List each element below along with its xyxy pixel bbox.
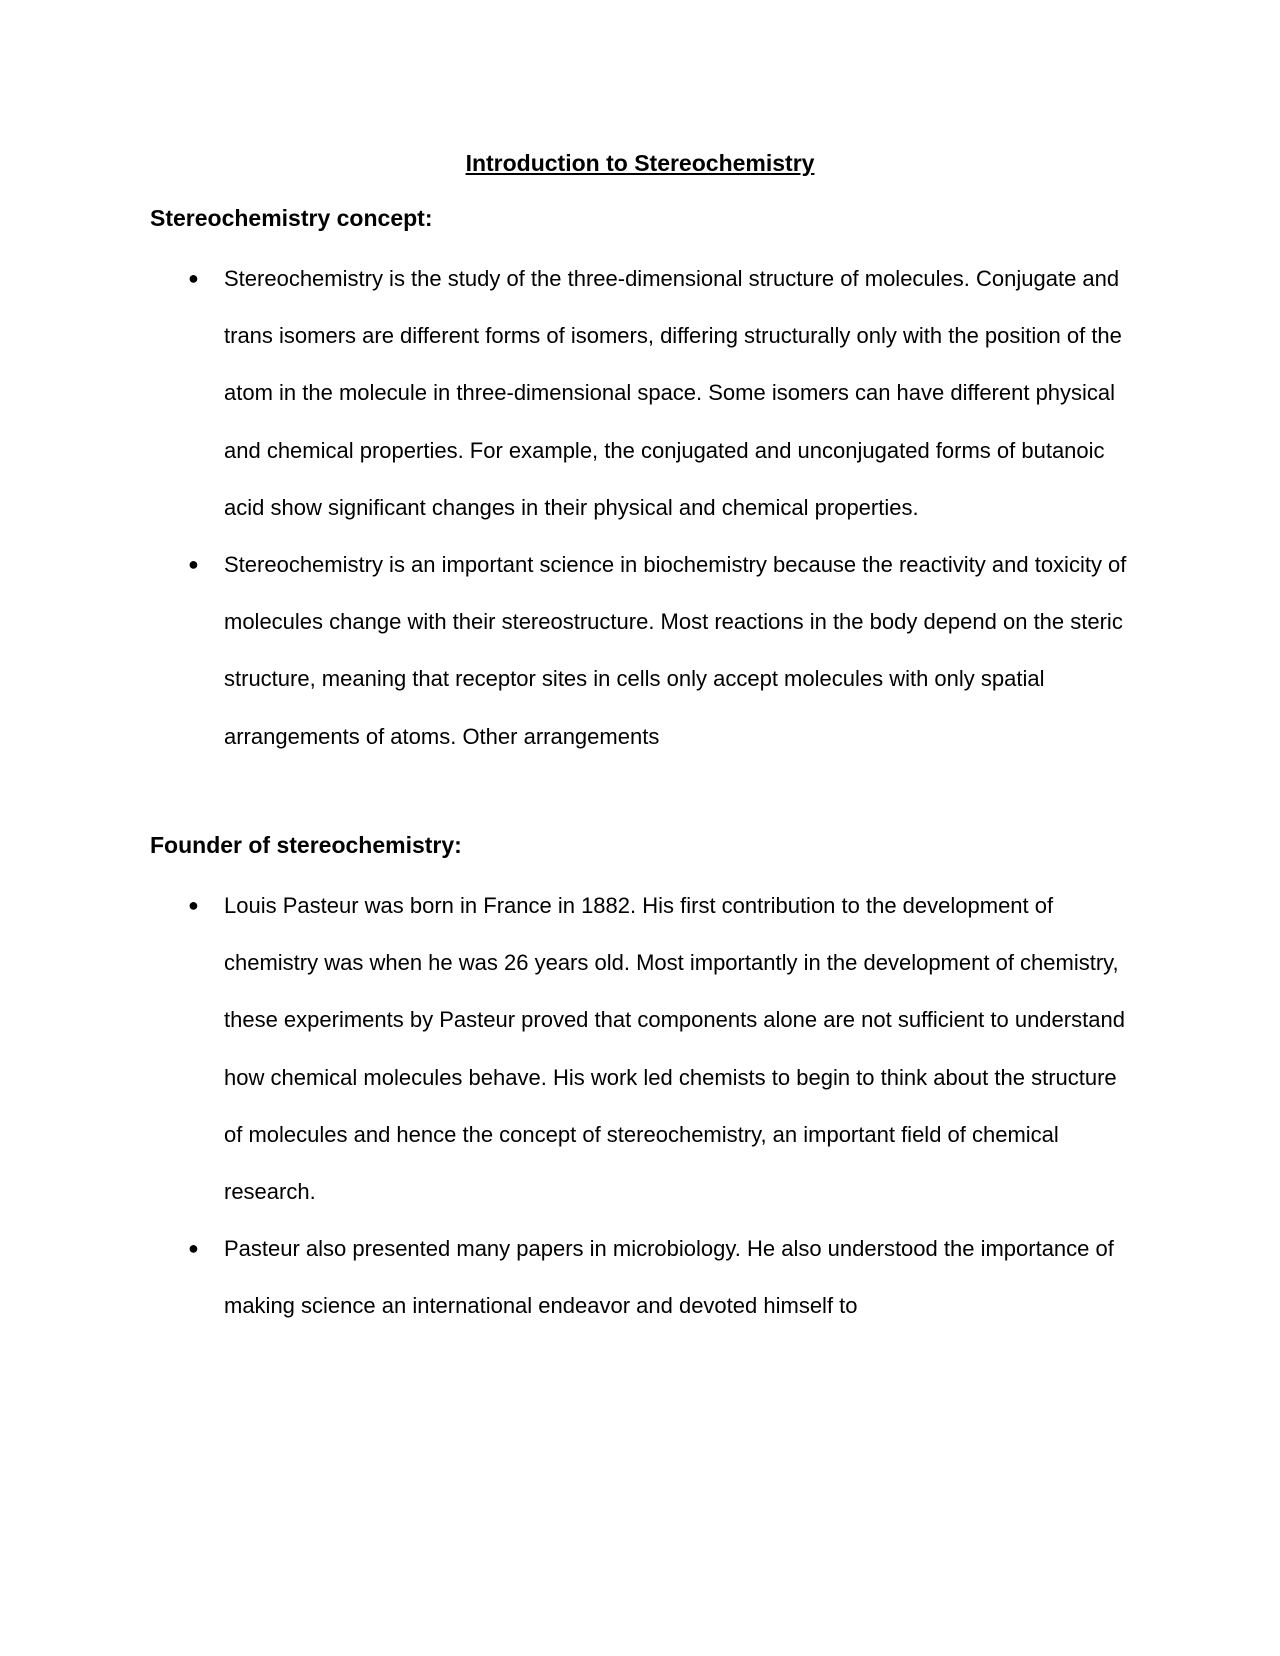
list-item (150, 250, 1135, 536)
list-item (150, 1220, 1135, 1334)
bullet-icon: ● (188, 895, 199, 915)
list-item (150, 877, 1135, 1220)
bullet-icon: ● (188, 268, 199, 288)
bullet-text: Stereochemistry is an important science in biochemistry because the reactivity and toxicity of molecules change with their stereostructure. Most reactions in the body depend on the steric structure, meaning that receptor sites in cells only accept molecules with only spatial arrangements of atoms. Other arrangements (224, 552, 1127, 749)
list-item (150, 536, 1135, 765)
bullet-text: Pasteur also presented many papers in microbiology. He also understood the importance of making science an international endeavor and devoted himself to (224, 1236, 1114, 1319)
bullet-text: Stereochemistry is the study of the three-dimensional structure of molecules. Conjugate and trans isomers are different forms of isomers, differing structurally only with the position of the atom in the molecule in three-dimensional space. Some isomers can have different physical and chemical properties. For example, the conjugated and unconjugated forms of butanoic acid show significant changes in their physical and chemical properties. (224, 266, 1122, 520)
document-title: Introduction to Stereochemistry (465, 150, 815, 176)
bullet-icon: ● (188, 554, 199, 575)
bullet-list-founder (150, 877, 1135, 1335)
bullet-icon: ● (188, 1238, 199, 1259)
section-heading-concept: Stereochemistry concept: (150, 205, 433, 231)
section-heading-founder: Founder of stereochemistry: (150, 832, 462, 858)
bullet-list-concept (150, 250, 1135, 765)
bullet-text: Louis Pasteur was born in France in 1882. His first contribution to the development of chemistry was when he was 26 years old. Most importantly in the development of chemistry, these experiments by Pasteur proved that components alone are not sufficient to understand how chemical molecules behave. His work led chemists to begin to think about the structure of molecules and hence the concept of stereochemistry, an important field of chemical research. (224, 893, 1125, 1205)
